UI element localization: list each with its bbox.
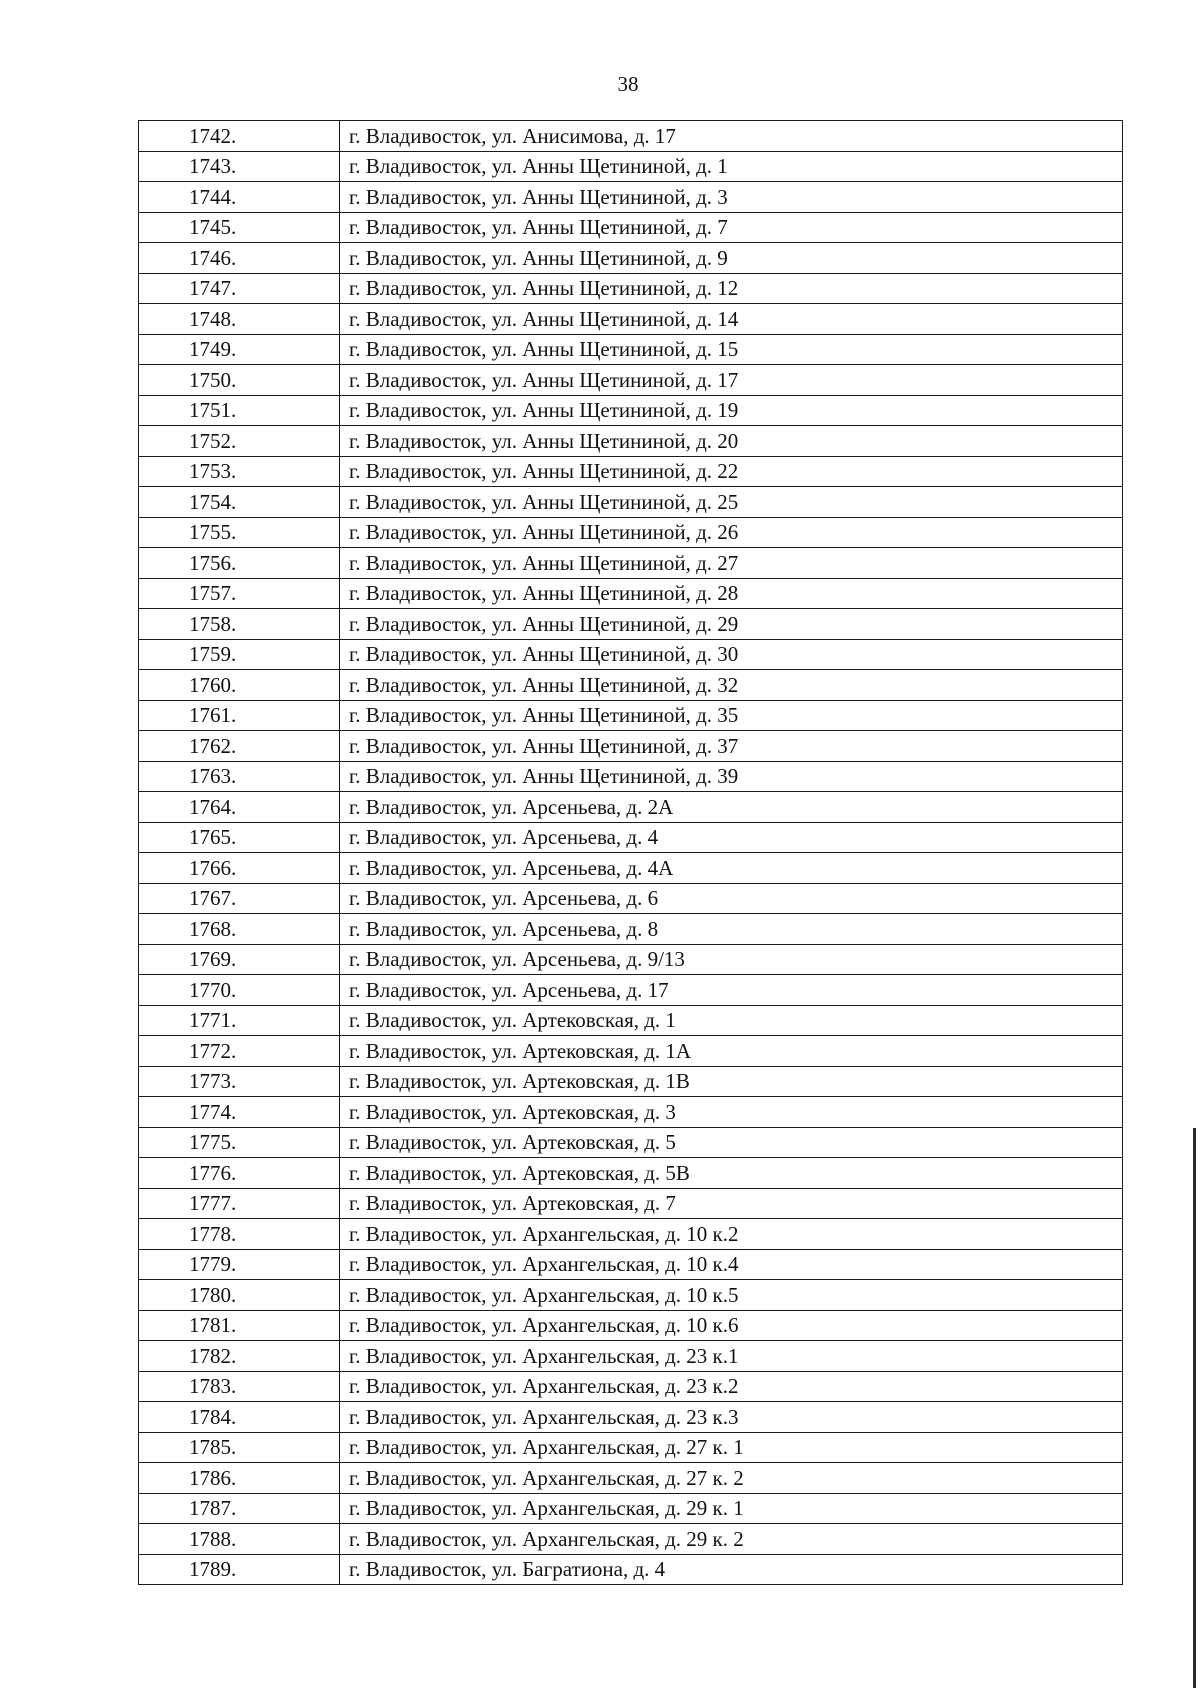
- row-number-cell: 1773.: [139, 1066, 340, 1097]
- row-number-cell: 1748.: [139, 304, 340, 335]
- address-cell: г. Владивосток, ул. Артековская, д. 5В: [340, 1158, 1123, 1189]
- row-number-cell: 1759.: [139, 639, 340, 670]
- address-cell: г. Владивосток, ул. Арсеньева, д. 2А: [340, 792, 1123, 823]
- table-row: [139, 1005, 1123, 1036]
- table-row: [139, 761, 1123, 792]
- table-row: [139, 639, 1123, 670]
- row-number-cell: 1761.: [139, 700, 340, 731]
- row-number-cell: 1772.: [139, 1036, 340, 1067]
- address-cell: г. Владивосток, ул. Анны Щетининой, д. 7: [340, 212, 1123, 243]
- table-row: [139, 853, 1123, 884]
- table-row: [139, 1402, 1123, 1433]
- table-row: [139, 792, 1123, 823]
- table-row: [139, 883, 1123, 914]
- row-number-cell: 1753.: [139, 456, 340, 487]
- row-number-cell: 1742.: [139, 121, 340, 152]
- address-cell: г. Владивосток, ул. Арсеньева, д. 4: [340, 822, 1123, 853]
- row-number-cell: 1785.: [139, 1432, 340, 1463]
- table-row: [139, 1158, 1123, 1189]
- address-cell: г. Владивосток, ул. Архангельская, д. 29 к. 1: [340, 1493, 1123, 1524]
- address-cell: г. Владивосток, ул. Арсеньева, д. 4А: [340, 853, 1123, 884]
- row-number-cell: 1779.: [139, 1249, 340, 1280]
- table-row: [139, 1341, 1123, 1372]
- row-number-cell: 1781.: [139, 1310, 340, 1341]
- row-number-cell: 1770.: [139, 975, 340, 1006]
- table-row: [139, 1463, 1123, 1494]
- row-number-cell: 1787.: [139, 1493, 340, 1524]
- row-number-cell: 1766.: [139, 853, 340, 884]
- row-number-cell: 1771.: [139, 1005, 340, 1036]
- table-row: [139, 121, 1123, 152]
- address-cell: г. Владивосток, ул. Архангельская, д. 23 к.1: [340, 1341, 1123, 1372]
- row-number-cell: 1784.: [139, 1402, 340, 1433]
- row-number-cell: 1755.: [139, 517, 340, 548]
- address-cell: г. Владивосток, ул. Анисимова, д. 17: [340, 121, 1123, 152]
- row-number-cell: 1746.: [139, 243, 340, 274]
- row-number-cell: 1789.: [139, 1554, 340, 1585]
- row-number-cell: 1752.: [139, 426, 340, 457]
- table-row: [139, 426, 1123, 457]
- address-cell: г. Владивосток, ул. Архангельская, д. 23 к.2: [340, 1371, 1123, 1402]
- address-cell: г. Владивосток, ул. Анны Щетининой, д. 26: [340, 517, 1123, 548]
- address-cell: г. Владивосток, ул. Артековская, д. 1В: [340, 1066, 1123, 1097]
- address-cell: г. Владивосток, ул. Анны Щетининой, д. 25: [340, 487, 1123, 518]
- address-cell: г. Владивосток, ул. Арсеньева, д. 9/13: [340, 944, 1123, 975]
- row-number-cell: 1758.: [139, 609, 340, 640]
- row-number-cell: 1774.: [139, 1097, 340, 1128]
- row-number-cell: 1765.: [139, 822, 340, 853]
- address-cell: г. Владивосток, ул. Архангельская, д. 27 к. 2: [340, 1463, 1123, 1494]
- row-number-cell: 1782.: [139, 1341, 340, 1372]
- address-cell: г. Владивосток, ул. Анны Щетининой, д. 27: [340, 548, 1123, 579]
- address-cell: г. Владивосток, ул. Анны Щетининой, д. 19: [340, 395, 1123, 426]
- address-cell: г. Владивосток, ул. Архангельская, д. 10 к.4: [340, 1249, 1123, 1280]
- row-number-cell: 1788.: [139, 1524, 340, 1555]
- address-table: [138, 120, 1123, 1585]
- row-number-cell: 1754.: [139, 487, 340, 518]
- address-cell: г. Владивосток, ул. Анны Щетининой, д. 35: [340, 700, 1123, 731]
- scan-edge-line: [1193, 1128, 1196, 1688]
- table-row: [139, 334, 1123, 365]
- row-number-cell: 1783.: [139, 1371, 340, 1402]
- row-number-cell: 1776.: [139, 1158, 340, 1189]
- row-number-cell: 1777.: [139, 1188, 340, 1219]
- table-row: [139, 975, 1123, 1006]
- address-cell: г. Владивосток, ул. Анны Щетининой, д. 28: [340, 578, 1123, 609]
- table-row: [139, 1097, 1123, 1128]
- table-row: [139, 1310, 1123, 1341]
- address-cell: г. Владивосток, ул. Артековская, д. 1А: [340, 1036, 1123, 1067]
- row-number-cell: 1749.: [139, 334, 340, 365]
- table-row: [139, 212, 1123, 243]
- table-row: [139, 517, 1123, 548]
- address-cell: г. Владивосток, ул. Архангельская, д. 10 к.2: [340, 1219, 1123, 1250]
- address-cell: г. Владивосток, ул. Артековская, д. 5: [340, 1127, 1123, 1158]
- address-cell: г. Владивосток, ул. Архангельская, д. 27 к. 1: [340, 1432, 1123, 1463]
- table-row: [139, 304, 1123, 335]
- address-cell: г. Владивосток, ул. Багратиона, д. 4: [340, 1554, 1123, 1585]
- address-cell: г. Владивосток, ул. Анны Щетининой, д. 1: [340, 151, 1123, 182]
- row-number-cell: 1778.: [139, 1219, 340, 1250]
- address-cell: г. Владивосток, ул. Артековская, д. 3: [340, 1097, 1123, 1128]
- table-row: [139, 151, 1123, 182]
- table-row: [139, 182, 1123, 213]
- table-row: [139, 1249, 1123, 1280]
- address-cell: г. Владивосток, ул. Архангельская, д. 29 к. 2: [340, 1524, 1123, 1555]
- table-row: [139, 670, 1123, 701]
- table-row: [139, 1432, 1123, 1463]
- table-row: [139, 1554, 1123, 1585]
- address-cell: г. Владивосток, ул. Арсеньева, д. 6: [340, 883, 1123, 914]
- row-number-cell: 1750.: [139, 365, 340, 396]
- table-row: [139, 1371, 1123, 1402]
- table-row: [139, 1219, 1123, 1250]
- table-row: [139, 1066, 1123, 1097]
- table-row: [139, 456, 1123, 487]
- address-cell: г. Владивосток, ул. Анны Щетининой, д. 12: [340, 273, 1123, 304]
- table-row: [139, 1036, 1123, 1067]
- row-number-cell: 1763.: [139, 761, 340, 792]
- address-cell: г. Владивосток, ул. Артековская, д. 7: [340, 1188, 1123, 1219]
- row-number-cell: 1760.: [139, 670, 340, 701]
- address-cell: г. Владивосток, ул. Арсеньева, д. 8: [340, 914, 1123, 945]
- address-cell: г. Владивосток, ул. Анны Щетининой, д. 3: [340, 182, 1123, 213]
- table-row: [139, 822, 1123, 853]
- address-cell: г. Владивосток, ул. Анны Щетининой, д. 32: [340, 670, 1123, 701]
- table-row: [139, 395, 1123, 426]
- address-cell: г. Владивосток, ул. Архангельская, д. 10 к.6: [340, 1310, 1123, 1341]
- row-number-cell: 1743.: [139, 151, 340, 182]
- row-number-cell: 1786.: [139, 1463, 340, 1494]
- address-cell: г. Владивосток, ул. Анны Щетининой, д. 22: [340, 456, 1123, 487]
- row-number-cell: 1751.: [139, 395, 340, 426]
- table-row: [139, 609, 1123, 640]
- page-number: 38: [617, 72, 639, 96]
- address-cell: г. Владивосток, ул. Анны Щетининой, д. 9: [340, 243, 1123, 274]
- row-number-cell: 1747.: [139, 273, 340, 304]
- row-number-cell: 1756.: [139, 548, 340, 579]
- row-number-cell: 1764.: [139, 792, 340, 823]
- row-number-cell: 1745.: [139, 212, 340, 243]
- table-row: [139, 365, 1123, 396]
- address-cell: г. Владивосток, ул. Арсеньева, д. 17: [340, 975, 1123, 1006]
- address-cell: г. Владивосток, ул. Анны Щетининой, д. 39: [340, 761, 1123, 792]
- address-cell: г. Владивосток, ул. Анны Щетининой, д. 15: [340, 334, 1123, 365]
- table-row: [139, 548, 1123, 579]
- table-row: [139, 487, 1123, 518]
- row-number-cell: 1762.: [139, 731, 340, 762]
- table-row: [139, 1127, 1123, 1158]
- table-row: [139, 578, 1123, 609]
- address-cell: г. Владивосток, ул. Анны Щетининой, д. 17: [340, 365, 1123, 396]
- row-number-cell: 1757.: [139, 578, 340, 609]
- address-cell: г. Владивосток, ул. Архангельская, д. 10 к.5: [340, 1280, 1123, 1311]
- table-row: [139, 944, 1123, 975]
- row-number-cell: 1769.: [139, 944, 340, 975]
- table-row: [139, 1188, 1123, 1219]
- table-row: [139, 1493, 1123, 1524]
- row-number-cell: 1775.: [139, 1127, 340, 1158]
- address-cell: г. Владивосток, ул. Анны Щетининой, д. 30: [340, 639, 1123, 670]
- row-number-cell: 1768.: [139, 914, 340, 945]
- address-cell: г. Владивосток, ул. Анны Щетининой, д. 20: [340, 426, 1123, 457]
- address-cell: г. Владивосток, ул. Анны Щетининой, д. 37: [340, 731, 1123, 762]
- row-number-cell: 1767.: [139, 883, 340, 914]
- row-number-cell: 1744.: [139, 182, 340, 213]
- table-row: [139, 731, 1123, 762]
- address-cell: г. Владивосток, ул. Анны Щетининой, д. 29: [340, 609, 1123, 640]
- table-row: [139, 273, 1123, 304]
- table-row: [139, 1280, 1123, 1311]
- table-row: [139, 700, 1123, 731]
- row-number-cell: 1780.: [139, 1280, 340, 1311]
- table-row: [139, 243, 1123, 274]
- table-row: [139, 1524, 1123, 1555]
- table-row: [139, 914, 1123, 945]
- address-table-body: [139, 121, 1123, 1585]
- address-cell: г. Владивосток, ул. Анны Щетининой, д. 14: [340, 304, 1123, 335]
- address-cell: г. Владивосток, ул. Артековская, д. 1: [340, 1005, 1123, 1036]
- address-cell: г. Владивосток, ул. Архангельская, д. 23 к.3: [340, 1402, 1123, 1433]
